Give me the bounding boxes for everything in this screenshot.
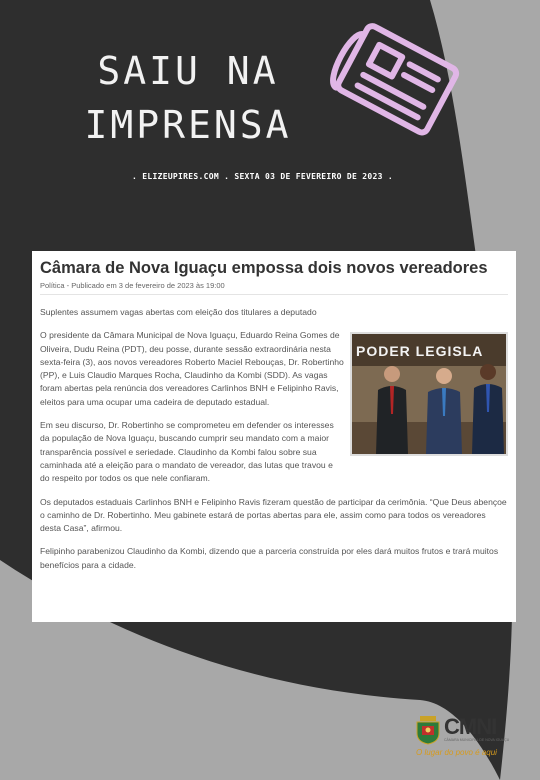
page-title bbox=[58, 44, 318, 152]
cmni-logo bbox=[410, 712, 522, 762]
article-photo bbox=[350, 332, 508, 456]
news-article-clipping bbox=[32, 251, 516, 622]
newspaper-icon bbox=[328, 16, 468, 148]
logo-slogan: O lugar do povo é aqui bbox=[416, 748, 497, 757]
logo-subtitle: CÂMARA MUNICIPAL DE NOVA IGUAÇU bbox=[444, 738, 510, 742]
article-meta: Política - Publicado em 3 de fevereiro de 2023 às 19:00 bbox=[40, 281, 508, 295]
title-line-1: SAIU NA bbox=[97, 49, 279, 93]
article-title: Câmara de Nova Iguaçu empossa dois novos vereadores bbox=[40, 259, 488, 277]
photo-wall-text: PODER LEGISLA bbox=[356, 343, 484, 360]
article-body bbox=[40, 306, 508, 572]
article-lead: Suplentes assumem vagas abertas com eleição dos titulares a deputado bbox=[40, 307, 317, 317]
title-line-2: IMPRENSA bbox=[84, 103, 292, 147]
dateline: . ELIZEUPIRES.COM . SEXTA 03 DE FEVEREIRO DE 2023 . bbox=[132, 172, 393, 181]
article-paragraph-3: Os deputados estaduais Carlinhos BNH e Felipinho Ravis fizeram questão de participar da cerimônia. “Que Deus abençoe o caminho de Dr. Robertinho. Meu gabinete estará de portas abertas para ele, assim como para todos os vereadores desta Casa”, afirmou. bbox=[40, 496, 507, 534]
crest-icon bbox=[414, 715, 442, 745]
logo-wordmark: CMNI bbox=[444, 714, 497, 739]
article-paragraph-2: Em seu discurso, Dr. Robertinho se comprometeu em defender os interesses da população de Nova Iguaçu, buscando cumprir seu mandato com a maior transparência possível e seriedade. Claudinho da Kombi falou sobre sua caminhada até a eleição para o mandato de vereador, das lutas que travou e do respeito por todos os que nele confiaram. bbox=[40, 420, 334, 484]
article-paragraph-4: Felipinho parabenizou Claudinho da Kombi, dizendo que a parceria construída por eles dará muitos frutos e trará muitos benefícios para a cidade. bbox=[40, 546, 499, 570]
article-paragraph-1: O presidente da Câmara Municipal de Nova Iguaçu, Eduardo Reina Gomes de Oliveira, Dudu Reina (PDT), deu posse, durante sessão extraordinária nesta sexta-feira (3), aos novos vereadores Roberto Maciel Rebouças, Dr. Robertinho (PP), e Luis Claudio Marques Rocha, Claudinho da Kombi (SDD). As vagas foram abertas pela renúncia dos vereadores Carlinhos BNH e Felipinho Ravis, eleitos para uma ocupar uma cadeira de deputado estadual. bbox=[40, 330, 344, 407]
